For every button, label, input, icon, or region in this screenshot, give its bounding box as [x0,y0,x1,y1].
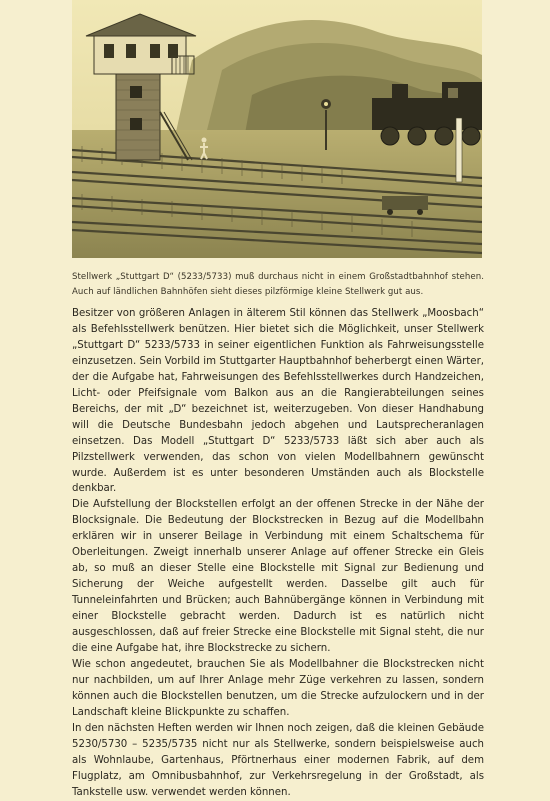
paragraph: Wie schon angedeutet, brauchen Sie als Modellbahner die Blockstrecken nicht nur nachbilden, um auf Ihrer Anlage mehr Züge verkehren zu lassen, sondern können auch die Blockstellen benutzen, um die Strecke aufzulockern und in der Landschaft kleine Blickpunkte zu schaffen. [72,658,484,718]
paragraph: Besitzer von größeren Anlagen in älterem Stil können das Stellwerk „Moosbach“ als Befehlsstellwerk benützen. Hier bietet sich die Möglichkeit, unser Stellwerk „Stuttgart D“ 5233/5733 in seiner eigentlichen Funktion als Fahrweisungsstelle einzusetzen. Sein Vorbild im Stuttgarter Hauptbahnhof beherbergt einen Wärter, der die Aufgabe hat, Fahrweisungen des Befehlsstellwerkes durch Handzeichen, Licht- oder Pfeifsignale vom Balkon aus an die Rangierabteilungen seines Bereichs, der mit „D“ bezeichnet ist, weiterzugeben. Von dieser Handhabung will die Deutsche Bundesbahn jedoch abgehen und Lautsprecheranlagen einsetzen. Das Modell „Stuttgart D“ 5233/5733 läßt sich aber auch als Pilzstellwerk verwenden, das schon von vielen Modellbahnern gewünscht wurde. Außerdem ist es unter besonderen Umständen auch als Blockstelle denkbar. [72,308,484,495]
article-body [72,306,484,801]
paragraph: Die Aufstellung der Blockstellen erfolgt an der offenen Strecke in der Nähe der Blocksignale. Die Bedeutung der Blockstrecken in Bezug auf die Modellbahn erklären wir in unserer Beilage in Verbindung mit einem Schaltschema für Oberleitungen. Zweigt innerhalb unserer Anlage auf offener Strecke ein Gleis ab, so muß an dieser Stelle eine Blockstelle mit Signal zur Bedienung und Sicherung der Weiche aufgestellt werden. Dasselbe gilt auch für Tunneleinfahrten und Brücken; auch Bahnübergänge können in Verbindung mit einer Blockstelle gebracht werden. Dadurch ist es natürlich nicht ausgeschlossen, daß auf freier Strecke eine Blockstelle mit Signal steht, die nur die eine Aufgabe hat, ihre Blockstrecke zu sichern. [72,499,484,655]
paragraph: In den nächsten Heften werden wir Ihnen noch zeigen, daß die kleinen Gebäude 5230/5730 – 5235/5735 nicht nur als Stellwerke, sondern beispielsweise auch als Wohnlaube, Gartenhaus, Pförtnerhaus einer modernen Fabrik, auf dem Flugplatz, am Omnibusbahnhof, zur Verkehrsregelung in der Großstadt, als Tankstelle usw. verwendet werden können. [72,722,484,798]
railway-photo [72,0,482,258]
signal-box-layout-illustration [72,0,482,258]
photo-caption: Stellwerk „Stuttgart D“ (5233/5733) muß durchaus nicht in einem Großstadtbahnhof stehen. Auch auf ländlichen Bahnhöfen sieht dieses pilzförmige kleine Stellwerk gut aus. [72,272,484,297]
